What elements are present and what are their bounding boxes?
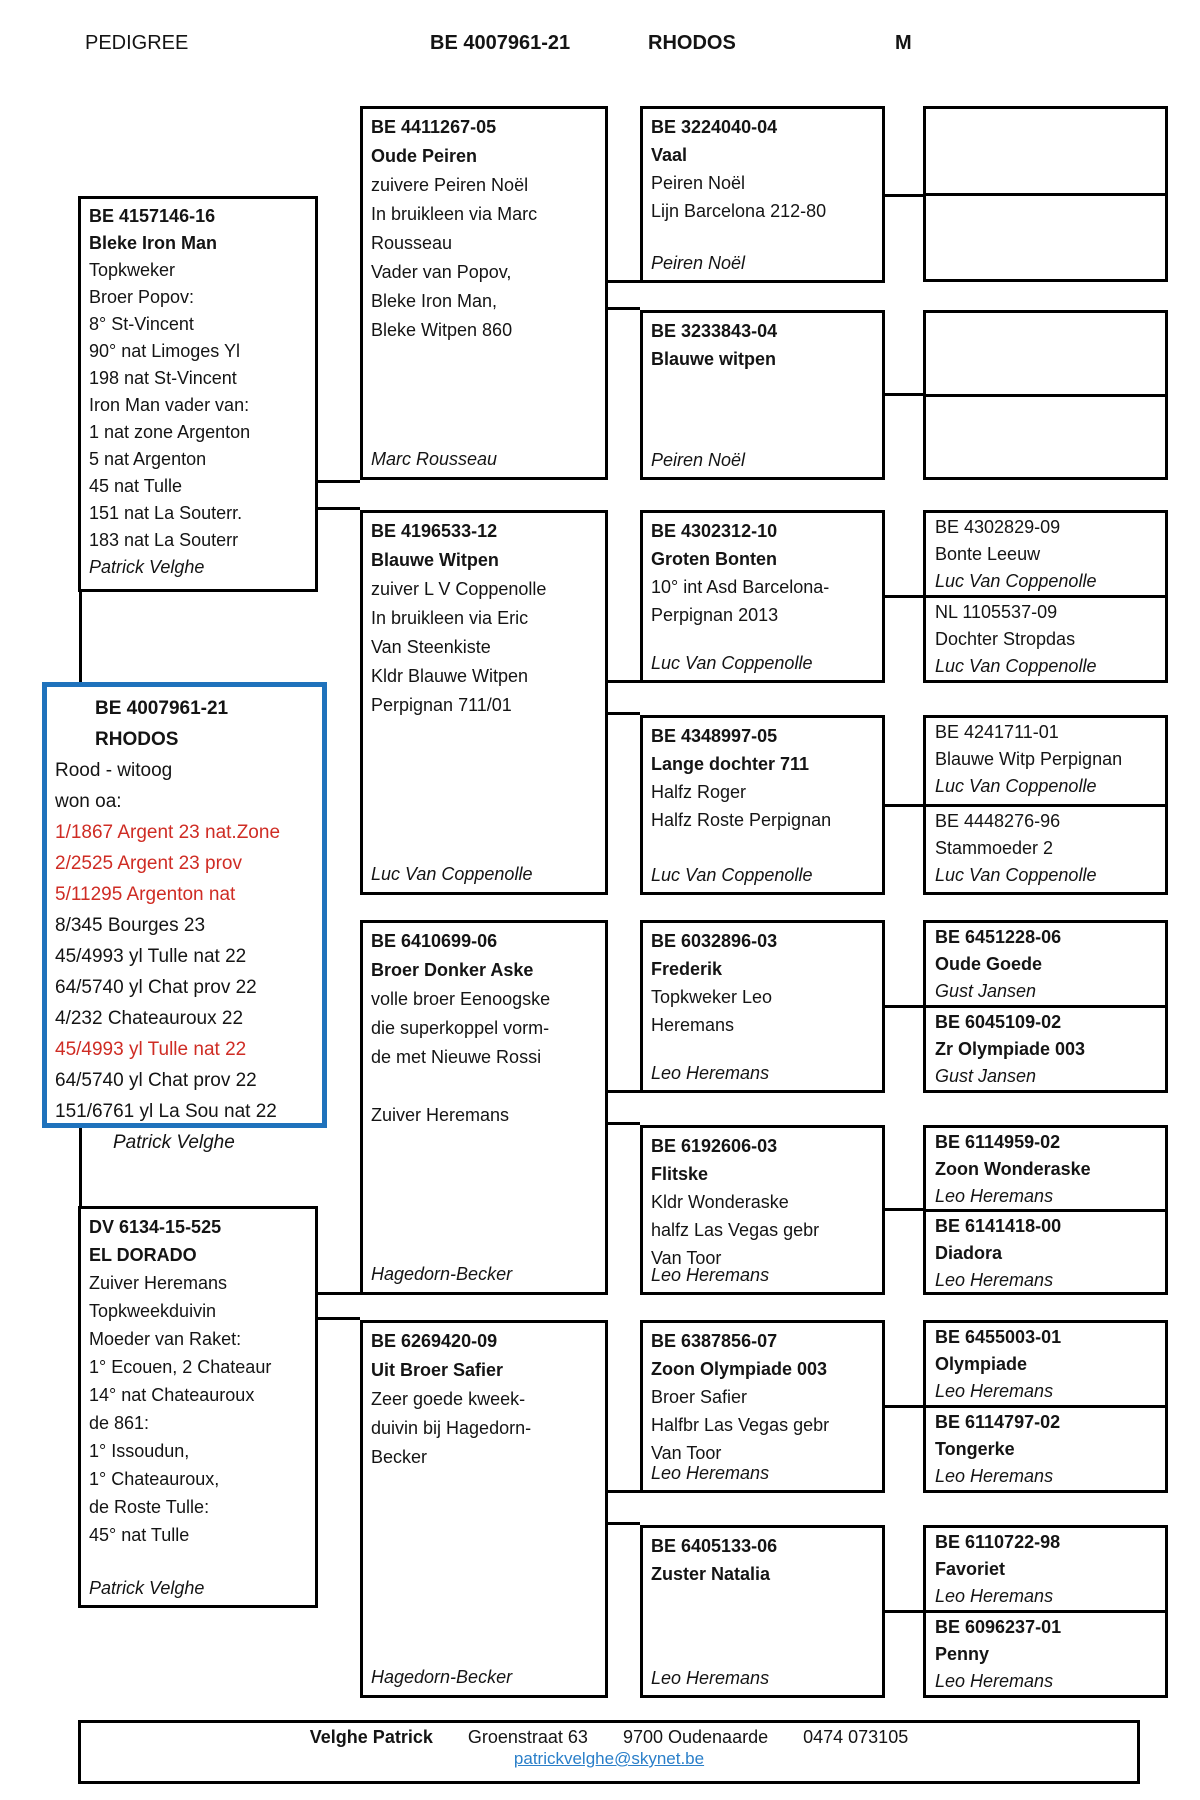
ring-number: BE 6410699-06	[371, 931, 498, 951]
pigeon-name: Blauwe Witpen	[371, 550, 499, 570]
ring-number: BE 6192606-03	[651, 1136, 778, 1156]
ring-number: BE 6110722-98	[935, 1532, 1061, 1552]
pigeon-name: Bonte Leeuw	[935, 544, 1041, 564]
info-line: Zuiver Heremans	[89, 1273, 228, 1293]
info-line: Rood - witoog	[55, 760, 173, 781]
connector-line	[605, 280, 640, 283]
pigeon-name: Zoon Olympiade 003	[651, 1359, 828, 1379]
info-line: Zuiver Heremans	[371, 1105, 510, 1125]
info-line: 90° nat Limoges Yl	[89, 341, 240, 361]
pedigree-pair-gen4-3	[923, 510, 1168, 683]
pigeon-name: Bleke Iron Man	[89, 233, 218, 253]
info-line: Peiren Noël	[651, 173, 746, 193]
connector-line	[605, 307, 640, 310]
info-line: Lijn Barcelona 212-80	[651, 201, 827, 221]
pedigree-pair-gen4-8	[923, 1525, 1168, 1698]
gen4-cell	[926, 1323, 1165, 1405]
pedigree-pair-gen4-4	[923, 715, 1168, 895]
info-line: Rousseau	[371, 233, 453, 253]
breeder-name: Leo Heremans	[651, 1265, 770, 1285]
ring-number: BE 6405133-06	[651, 1536, 778, 1556]
breeder-name: Patrick Velghe	[89, 557, 205, 577]
connector-line	[605, 712, 640, 715]
breeder-name: Peiren Noël	[651, 253, 746, 273]
info-line: Topkweekduivin	[89, 1301, 217, 1321]
ring-number: BE 6032896-03	[651, 931, 778, 951]
pigeon-name: EL DORADO	[89, 1245, 197, 1265]
pedigree-box-gen3-2	[640, 310, 885, 480]
info-line: 8° St-Vincent	[89, 314, 194, 334]
pedigree-pair-gen4-7	[923, 1320, 1168, 1493]
gen4-cell-empty	[926, 193, 1165, 280]
breeder-name: Luc Van Coppenolle	[935, 864, 1097, 885]
pigeon-name: Diadora	[935, 1242, 1003, 1263]
footer-contact-box	[78, 1720, 1140, 1784]
connector-line	[605, 680, 640, 683]
info-line: Bleke Witpen 860	[371, 320, 513, 340]
pigeon-name: Favoriet	[935, 1559, 1006, 1579]
footer-email-line	[81, 1748, 1137, 1769]
pedigree-box-gen3-6	[640, 1125, 885, 1295]
pigeon-name: Uit Broer Safier	[371, 1360, 504, 1380]
email-link[interactable]: patrickvelghe@skynet.be	[513, 1749, 705, 1768]
info-line: Bleke Iron Man,	[371, 291, 498, 311]
breeder-name: Luc Van Coppenolle	[651, 865, 813, 885]
connector-line	[315, 1317, 360, 1320]
pigeon-name: Frederik	[651, 959, 723, 979]
info-line: 45° nat Tulle	[89, 1525, 190, 1545]
connector-line	[315, 507, 360, 510]
gen4-cell-empty	[926, 394, 1165, 478]
info-line: zuivere Peiren Noël	[371, 175, 529, 195]
pigeon-name: Penny	[935, 1644, 990, 1664]
ring-number: BE 4448276-96	[935, 810, 1061, 831]
info-line: Iron Man vader van:	[89, 395, 250, 415]
connector-line	[605, 1090, 640, 1093]
connector-line	[882, 1405, 923, 1408]
connector-line	[79, 592, 82, 682]
ring-number: BE 3233843-04	[651, 321, 778, 341]
pedigree-box-sire	[78, 196, 318, 592]
ring-number: BE 4302829-09	[935, 517, 1061, 537]
info-line: won oa:	[55, 791, 122, 812]
pigeon-name: Flitske	[651, 1164, 709, 1184]
info-line: Halfz Roger	[651, 782, 747, 802]
info-line: Zeer goede kweek-	[371, 1389, 526, 1409]
connector-line	[882, 393, 923, 396]
connector-line	[882, 1610, 923, 1613]
connector-line	[882, 595, 923, 598]
info-line: Van Toor	[651, 1248, 722, 1268]
pigeon-name: Oude Goede	[935, 954, 1043, 974]
subject-sex: M	[895, 32, 912, 54]
info-line: halfz Las Vegas gebr	[651, 1220, 820, 1240]
ring-number: BE 4157146-16	[89, 206, 216, 226]
pigeon-name: Dochter Stropdas	[935, 629, 1076, 649]
info-line: Halfz Roste Perpignan	[651, 810, 832, 830]
result-line-red: 2/2525 Argent 23 prov	[55, 853, 242, 874]
pedigree-box-gen3-8	[640, 1525, 885, 1698]
ring-number: BE 4348997-05	[651, 726, 778, 746]
result-line: 4/232 Chateauroux 22	[55, 1008, 244, 1029]
pigeon-name: Oude Peiren	[371, 146, 478, 166]
pedigree-box-gen3-7	[640, 1320, 885, 1493]
breeder-name: Gust Jansen	[935, 981, 1037, 1001]
info-line: Broer Popov:	[89, 287, 195, 307]
result-line: 8/345 Bourges 23	[55, 915, 206, 936]
pigeon-name: Tongerke	[935, 1439, 1015, 1459]
pigeon-name: Zuster Natalia	[651, 1564, 771, 1584]
gen4-cell-empty	[926, 109, 1165, 193]
ring-number: BE 6387856-07	[651, 1331, 778, 1351]
ring-number: BE 6141418-00	[935, 1215, 1062, 1236]
info-line: Topkweker Leo	[651, 987, 773, 1007]
breeder-name: Leo Heremans	[935, 1269, 1054, 1290]
gen4-cell	[926, 513, 1165, 595]
connector-line	[315, 480, 360, 483]
gen4-cell	[926, 718, 1165, 804]
info-line: zuiver L V Coppenolle	[371, 579, 547, 599]
pedigree-pair-gen4-5	[923, 920, 1168, 1093]
pedigree-box-gen3-4	[640, 715, 885, 895]
pedigree-box-gen2-2	[360, 510, 608, 895]
ring-number: BE 6096237-01	[935, 1617, 1062, 1637]
info-line: volle broer Eenoogske	[371, 989, 551, 1009]
ring-number: DV 6134-15-525	[89, 1217, 222, 1237]
gen4-cell	[926, 1528, 1165, 1610]
pedigree-pair-gen4-2	[923, 310, 1168, 480]
pigeon-name: Vaal	[651, 145, 688, 165]
connector-line	[882, 804, 923, 807]
ring-number: BE 4196533-12	[371, 521, 498, 541]
breeder-name: Marc Rousseau	[371, 449, 498, 469]
info-line: 1 nat zone Argenton	[89, 422, 251, 442]
connector-line	[882, 194, 923, 197]
pedigree-pair-gen4-1	[923, 106, 1168, 282]
subject-name-header: RHODOS	[648, 32, 736, 54]
gen4-cell	[926, 804, 1165, 893]
info-line: die superkoppel vorm-	[371, 1018, 550, 1038]
result-line-red: 5/11295 Argenton nat	[55, 884, 236, 905]
info-line: 1° Ecouen, 2 Chateaur	[89, 1357, 272, 1377]
ring-number: BE 3224040-04	[651, 117, 778, 137]
connector-line	[79, 1128, 82, 1206]
connector-line	[882, 1005, 923, 1008]
pigeon-name: Olympiade	[935, 1354, 1028, 1374]
info-line: Perpignan 711/01	[371, 695, 512, 715]
result-line: 64/5740 yl Chat prov 22	[55, 977, 257, 998]
info-line: 1° Chateauroux,	[89, 1469, 220, 1489]
ring-number: BE 6451228-06	[935, 927, 1062, 947]
ring-number: NL 1105537-09	[935, 602, 1058, 622]
info-line: 14° nat Chateauroux	[89, 1385, 255, 1405]
ring-number: BE 4302312-10	[651, 521, 778, 541]
info-line: Perpignan 2013	[651, 605, 779, 625]
ring-number: BE 4007961-21	[95, 698, 229, 719]
info-line	[371, 1072, 597, 1101]
ring-number: BE 6114959-02	[935, 1132, 1061, 1152]
info-line: Halfbr Las Vegas gebr	[651, 1415, 830, 1435]
pigeon-name: Groten Bonten	[651, 549, 777, 569]
pedigree-box-dam	[78, 1206, 318, 1608]
footer-contact-line	[81, 1727, 1137, 1748]
result-line-red: 1/1867 Argent 23 nat.Zone	[55, 822, 281, 843]
page-title: PEDIGREE	[85, 32, 189, 54]
breeder-name: Leo Heremans	[935, 1671, 1054, 1691]
gen4-cell	[926, 595, 1165, 680]
info-line: duivin bij Hagedorn-	[371, 1418, 532, 1438]
info-line: Topkweker	[89, 260, 176, 280]
breeder-name: Luc Van Coppenolle	[651, 653, 813, 673]
gen4-cell	[926, 1005, 1165, 1090]
breeder-name: Luc Van Coppenolle	[371, 864, 533, 884]
pedigree-box-subject	[42, 682, 327, 1153]
connector-line	[315, 1292, 360, 1295]
owner-city: 9700 Oudenaarde	[622, 1727, 769, 1747]
result-line: 64/5740 yl Chat prov 22	[55, 1070, 257, 1091]
pigeon-name: Broer Donker Aske	[371, 960, 534, 980]
breeder-name: Patrick Velghe	[113, 1132, 235, 1153]
pigeon-name: Blauwe Witp Perpignan	[935, 749, 1123, 769]
pedigree-box-gen2-3	[360, 920, 608, 1295]
info-line: 45 nat Tulle	[89, 476, 183, 496]
result-line: 151/6761 yl La Sou nat 22	[55, 1101, 277, 1122]
info-line: In bruikleen via Eric	[371, 608, 529, 628]
connector-line	[605, 1490, 640, 1493]
breeder-name: Leo Heremans	[651, 1668, 770, 1688]
breeder-name: Luc Van Coppenolle	[935, 656, 1097, 676]
pigeon-name: Zoon Wonderaske	[935, 1159, 1091, 1179]
info-line: 198 nat St-Vincent	[89, 368, 237, 388]
info-line: de 861:	[89, 1413, 150, 1433]
breeder-name: Leo Heremans	[935, 1186, 1054, 1206]
breeder-name: Luc Van Coppenolle	[935, 776, 1097, 796]
gen4-cell	[926, 1405, 1165, 1490]
pigeon-name: RHODOS	[95, 729, 179, 750]
owner-name: Velghe Patrick	[309, 1727, 433, 1747]
pigeon-name: Stammoeder 2	[935, 837, 1054, 858]
info-line: 10° int Asd Barcelona-	[651, 577, 830, 597]
pigeon-name: Lange dochter 711	[651, 754, 810, 774]
gen4-cell	[926, 1209, 1165, 1293]
pedigree-box-gen3-1	[640, 106, 885, 283]
ring-number: BE 6269420-09	[371, 1331, 498, 1351]
info-line: Heremans	[651, 1015, 735, 1035]
info-line: de Roste Tulle:	[89, 1497, 210, 1517]
breeder-name: Leo Heremans	[651, 1463, 770, 1483]
gen4-cell	[926, 1610, 1165, 1695]
gen4-cell	[926, 1128, 1165, 1209]
info-line: Van Steenkiste	[371, 637, 491, 657]
gen4-cell	[926, 923, 1165, 1005]
info-line: 5 nat Argenton	[89, 449, 207, 469]
pigeon-name: Zr Olympiade 003	[935, 1039, 1086, 1059]
breeder-name: Peiren Noël	[651, 450, 746, 470]
breeder-name: Luc Van Coppenolle	[935, 571, 1097, 591]
breeder-name: Hagedorn-Becker	[371, 1667, 513, 1687]
result-line-red: 45/4993 yl Tulle nat 22	[55, 1039, 247, 1060]
ring-number: BE 6045109-02	[935, 1012, 1062, 1032]
breeder-name: Leo Heremans	[935, 1586, 1054, 1606]
info-line: In bruikleen via Marc	[371, 204, 538, 224]
pedigree-box-gen2-1	[360, 106, 608, 480]
ring-number: BE 6114797-02	[935, 1412, 1061, 1432]
info-line: Moeder van Raket:	[89, 1329, 242, 1349]
breeder-name: Patrick Velghe	[89, 1578, 205, 1598]
pigeon-name: Blauwe witpen	[651, 349, 777, 369]
result-line: 45/4993 yl Tulle nat 22	[55, 946, 247, 967]
connector-line	[882, 1208, 923, 1211]
pedigree-box-gen3-3	[640, 510, 885, 683]
info-line: 183 nat La Souterr	[89, 530, 239, 550]
breeder-name: Leo Heremans	[935, 1466, 1054, 1486]
info-line: Vader van Popov,	[371, 262, 512, 282]
breeder-name: Hagedorn-Becker	[371, 1264, 513, 1284]
ring-number: BE 6455003-01	[935, 1327, 1062, 1347]
ring-number: BE 4411267-05	[371, 117, 497, 137]
owner-address: Groenstraat 63	[467, 1727, 588, 1747]
pedigree-box-gen2-4	[360, 1320, 608, 1698]
gen4-cell-empty	[926, 313, 1165, 394]
breeder-name: Leo Heremans	[651, 1063, 770, 1083]
ring-number: BE 4241711-01	[935, 722, 1059, 742]
breeder-name: Leo Heremans	[935, 1381, 1054, 1401]
info-line: de met Nieuwe Rossi	[371, 1047, 542, 1067]
info-line: Broer Safier	[651, 1387, 748, 1407]
connector-line	[605, 1122, 640, 1125]
pedigree-box-gen3-5	[640, 920, 885, 1093]
info-line: Van Toor	[651, 1443, 722, 1463]
owner-phone: 0474 073105	[803, 1727, 909, 1747]
connector-line	[605, 1522, 640, 1525]
info-line: 151 nat La Souterr.	[89, 503, 243, 523]
info-line: Becker	[371, 1447, 428, 1467]
subject-ring-header: BE 4007961-21	[430, 32, 571, 54]
breeder-name: Gust Jansen	[935, 1066, 1037, 1086]
info-line: 1° Issoudun,	[89, 1441, 190, 1461]
pedigree-pair-gen4-6	[923, 1125, 1168, 1295]
info-line: Kldr Wonderaske	[651, 1192, 789, 1212]
info-line: Kldr Blauwe Witpen	[371, 666, 529, 686]
